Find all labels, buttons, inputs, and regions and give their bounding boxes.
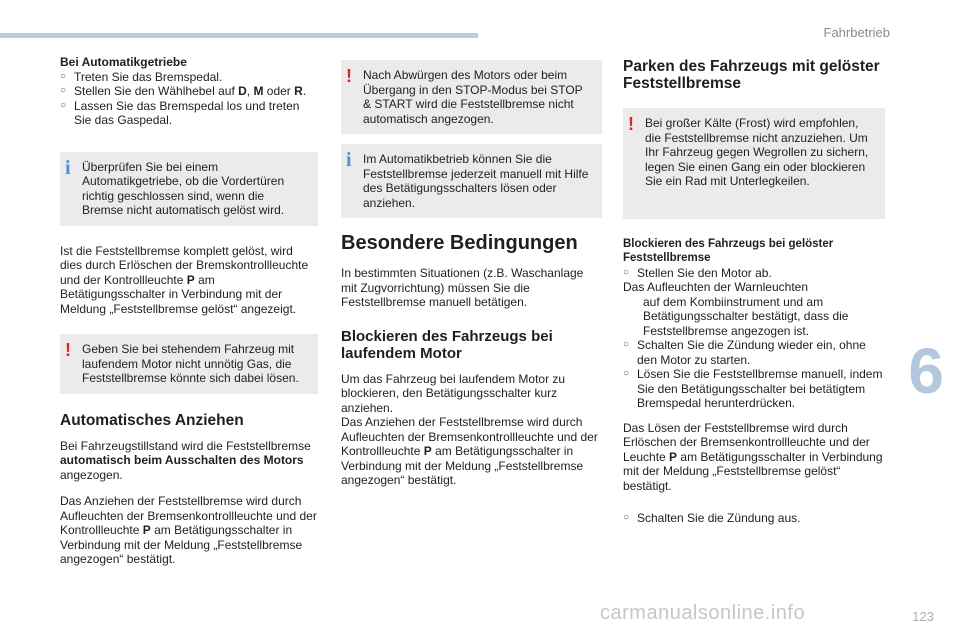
- warning-note: ! Bei großer Kälte (Frost) wird empfohlen, die Feststellbremse nicht anzuziehen. Um Ihr Fahrzeug gegen Wegrollen zu sichern, legen Sie einen Gang ein oder blockieren Sie ein Rad mit Unterlegkeilen.: [623, 108, 885, 219]
- bullet-marker-icon: ○: [623, 339, 630, 350]
- auto-apply-paragraph: Bei Fahrzeugstillstand wird die Feststellbremse automatisch beim Ausschalten des Motors angezogen.: [60, 438, 311, 482]
- warning-icon: !: [628, 114, 634, 134]
- list-item: ○ Stellen Sie den Wählhebel auf D, M oder R.: [60, 84, 307, 98]
- page-number: 123: [912, 609, 934, 624]
- info-icon: i: [65, 156, 71, 179]
- park-title: Parken des Fahrzeugs mit gelöster Feststellbremse: [623, 58, 880, 92]
- bullet-marker-icon: ○: [60, 85, 67, 96]
- apply-paragraph: Das Anziehen der Feststellbremse wird durch Aufleuchten der Bremsenkontrollleuchte und der Kontrollleuchte P am Betätigungsschalter in Verbindung mit der Meldung „Feststellbremse angezogen“ bestätigt.: [60, 494, 317, 566]
- release-paragraph: Ist die Feststellbremse komplett gelöst, wird dies durch Erlöschen der Bremskontrollleuchte und der Kontrollleuchte P am Betätigungsschalter in Verbindung mit der Meldung „Feststellbremse gelöst“ angezeigt.: [60, 243, 309, 316]
- bullet-marker-icon: ○: [60, 70, 67, 82]
- bullet-marker-icon: ○: [623, 266, 630, 278]
- release-paragraph: Das Lösen der Feststellbremse wird durch Erlöschen der Bremsenkontrollleuchte und der Leuchte P am Betätigungsschalter in Verbindung mit der Meldung „Feststellbremse gelöst“ bestätigt.: [623, 420, 883, 493]
- block-released-heading: Blockieren des Fahrzeugs bei gelöster Feststellbremse: [623, 237, 834, 264]
- bullet-marker-icon: ○: [623, 368, 630, 379]
- list-item: ○ Schalten Sie die Zündung aus.: [623, 511, 801, 525]
- column-right: [623, 58, 885, 526]
- list-item: ○ Treten Sie das Bremspedal.: [60, 69, 223, 84]
- bullet-marker-icon: ○: [60, 99, 67, 111]
- list-item: ○ Stellen Sie den Motor ab.: [623, 265, 772, 280]
- column-middle: [341, 60, 602, 500]
- info-icon: i: [346, 149, 352, 171]
- info-note: i Überprüfen Sie bei einem Automatikgetriebe, ob die Vordertüren richtig geschlossen sind, wenn die Bremse nicht automatisch gelöst wird.: [60, 152, 318, 226]
- list-item: ○ Lassen Sie das Bremspedal los und treten Sie das Gaspedal.: [60, 98, 300, 127]
- special-paragraph: In bestimmten Situationen (z.B. Waschanlage mit Zugvorrichtung) müssen Sie die Feststellbremse manuell betätigen.: [341, 266, 584, 309]
- list-item: ○ Schalten Sie die Zündung wieder ein, ohne den Motor zu starten.: [623, 338, 866, 367]
- warning-lights-text-cont: auf dem Kombiinstrument und am Betätigungsschalter bestätigt, dass die Feststellbremse angezogen ist.: [643, 294, 849, 338]
- chapter-number: 6: [908, 335, 944, 407]
- header-accent-bar: [0, 33, 478, 38]
- warning-icon: !: [65, 340, 71, 360]
- special-conditions-title: Besondere Bedingungen: [341, 232, 578, 254]
- info-note: i Im Automatikbetrieb können Sie die Feststellbremse jederzeit manuell mit Hilfe des Betätigungsschalters lösen oder anziehen.: [341, 144, 602, 218]
- watermark: carmanualsonline.info: [600, 602, 806, 624]
- bullet-marker-icon: ○: [623, 512, 630, 523]
- warning-note: ! Nach Abwürgen des Motors oder beim Übergang in den STOP-Modus bei STOP & START wird die Feststellbremse nicht automatisch angezogen.: [341, 60, 602, 134]
- section-title: Fahrbetrieb: [823, 25, 890, 40]
- auto-apply-title: Automatisches Anziehen: [60, 411, 244, 429]
- warning-icon: !: [346, 66, 352, 86]
- block-paragraph-2: Das Anziehen der Feststellbremse wird durch Aufleuchten der Bremsenkontrollleuchte und der Kontrollleuchte P am Betätigungsschalter in Verbindung mit der Meldung „Feststellbremse angezogen“ bestätigt.: [341, 415, 598, 487]
- warning-lights-text: Das Aufleuchten der Warnleuchten: [623, 280, 808, 294]
- warning-note: ! Geben Sie bei stehendem Fahrzeug mit laufendem Motor nicht unnötig Gas, die Feststellbremse könnte sich dabei lösen.: [60, 334, 318, 394]
- block-running-title: Blockieren des Fahrzeugs bei laufendem Motor: [341, 327, 553, 362]
- auto-heading: Bei Automatikgetriebe: [60, 55, 187, 69]
- list-item: ○ Lösen Sie die Feststellbremse manuell, indem Sie den Betätigungsschalter bei betätigtem Bremspedal herunterdrücken.: [623, 367, 883, 410]
- column-left: [60, 55, 318, 579]
- block-paragraph-1: Um das Fahrzeug bei laufendem Motor zu blockieren, den Betätigungsschalter kurz anziehen.: [341, 371, 566, 415]
